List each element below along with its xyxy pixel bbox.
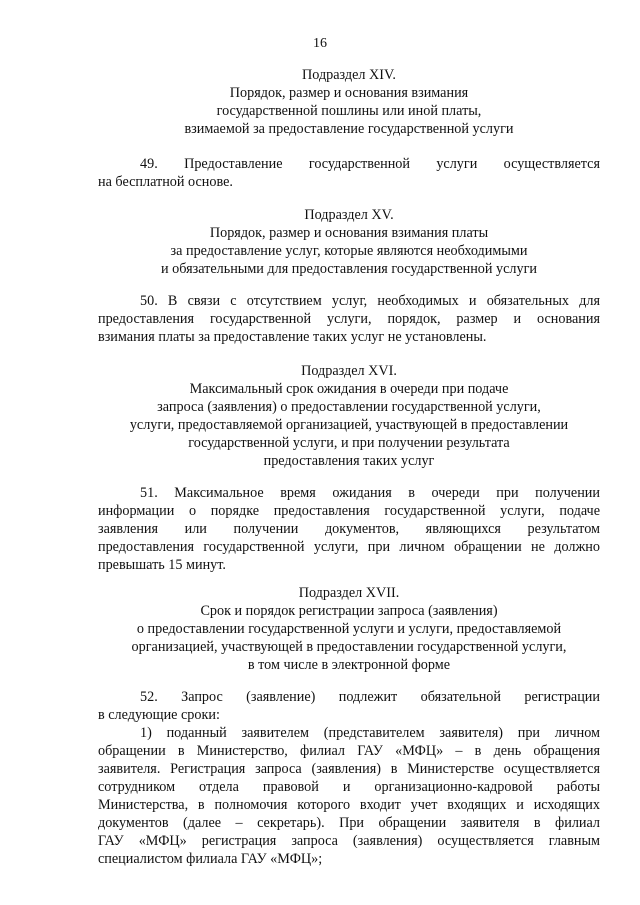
paragraph-line: заявителя. Регистрация запроса (заявления) в Министерстве осуществляется: [98, 761, 600, 777]
paragraph-line: 1) поданный заявителем (представителем заявителя) при личном: [140, 725, 600, 741]
paragraph-line: взимания платы за предоставление таких услуг не установлены.: [98, 329, 487, 345]
paragraph-line: 49. Предоставление государственной услуги осуществляется: [140, 156, 600, 172]
paragraph-line: ГАУ «МФЦ» регистрация запроса (заявления) осуществляется главным: [98, 833, 600, 849]
heading-line: Порядок, размер и основания взимания: [229, 85, 469, 101]
heading-line: предоставления таких услуг: [263, 453, 435, 469]
section-heading-xv: [98, 206, 600, 278]
paragraph-52-item-1: [98, 724, 600, 868]
paragraph-line: сотрудником отдела правовой и организационно-кадровой работы: [98, 779, 600, 795]
heading-line: взимаемой за предоставление государственной услуги: [184, 121, 514, 137]
heading-line: запроса (заявления) о предоставлении государственной услуги,: [157, 399, 541, 415]
paragraph-line: предоставления государственной услуги, при личном обращении не должно: [98, 539, 600, 555]
paragraph-line: специалистом филиала ГАУ «МФЦ»;: [98, 851, 323, 867]
paragraph-line: 50. В связи с отсутствием услуг, необходимых и обязательных для: [140, 293, 600, 309]
paragraph-49: [98, 155, 600, 191]
paragraph-line: документов (далее – секретарь). При обращении заявителя в филиал: [98, 815, 600, 831]
paragraph-50: [98, 292, 600, 346]
paragraph-line: обращении в Министерство, филиал ГАУ «МФЦ» – в день обращения: [98, 743, 600, 759]
page-number: 16: [313, 36, 327, 51]
heading-line: Подраздел XIV.: [302, 67, 396, 83]
heading-line: о предоставлении государственной услуги и услуги, предоставляемой: [136, 621, 562, 637]
section-heading-xvii: [98, 584, 600, 674]
heading-line: Подраздел XVII.: [298, 585, 400, 601]
paragraph-51: [98, 484, 600, 574]
heading-line: в том числе в электронной форме: [247, 657, 451, 673]
heading-line: Срок и порядок регистрации запроса (заявления): [200, 603, 498, 619]
paragraph-line: на бесплатной основе.: [98, 174, 233, 190]
paragraph-line: 51. Максимальное время ожидания в очереди при получении: [140, 485, 600, 501]
heading-line: услуги, предоставляемой организацией, участвующей в предоставлении: [129, 417, 569, 433]
heading-line: Подраздел XVI.: [301, 363, 397, 379]
section-heading-xvi: [98, 362, 600, 470]
heading-line: Максимальный срок ожидания в очереди при подаче: [189, 381, 509, 397]
paragraph-line: заявления или получении документов, являющихся результатом: [98, 521, 600, 537]
heading-line: за предоставление услуг, которые являются необходимыми: [170, 243, 528, 259]
paragraph-line: информации о порядке предоставления государственной услуги, подаче: [98, 503, 600, 519]
paragraph-line: 52. Запрос (заявление) подлежит обязательной регистрации: [140, 689, 600, 705]
paragraph-line: Министерства, в полномочия которого входит учет входящих и исходящих: [98, 797, 600, 813]
paragraph-line: в следующие сроки:: [98, 707, 220, 723]
paragraph-line: превышать 15 минут.: [98, 557, 226, 573]
heading-line: организацией, участвующей в предоставлении государственной услуги,: [131, 639, 567, 655]
heading-line: Порядок, размер и основания взимания платы: [209, 225, 489, 241]
heading-line: Подраздел XV.: [304, 207, 394, 223]
heading-line: и обязательными для предоставления государственной услуги: [160, 261, 538, 277]
paragraph-52: [98, 688, 600, 724]
heading-line: государственной пошлины или иной платы,: [216, 103, 482, 119]
heading-line: государственной услуги, и при получении результата: [188, 435, 510, 451]
section-heading-xiv: [98, 66, 600, 138]
paragraph-line: предоставления государственной услуги, порядок, размер и основания: [98, 311, 600, 327]
